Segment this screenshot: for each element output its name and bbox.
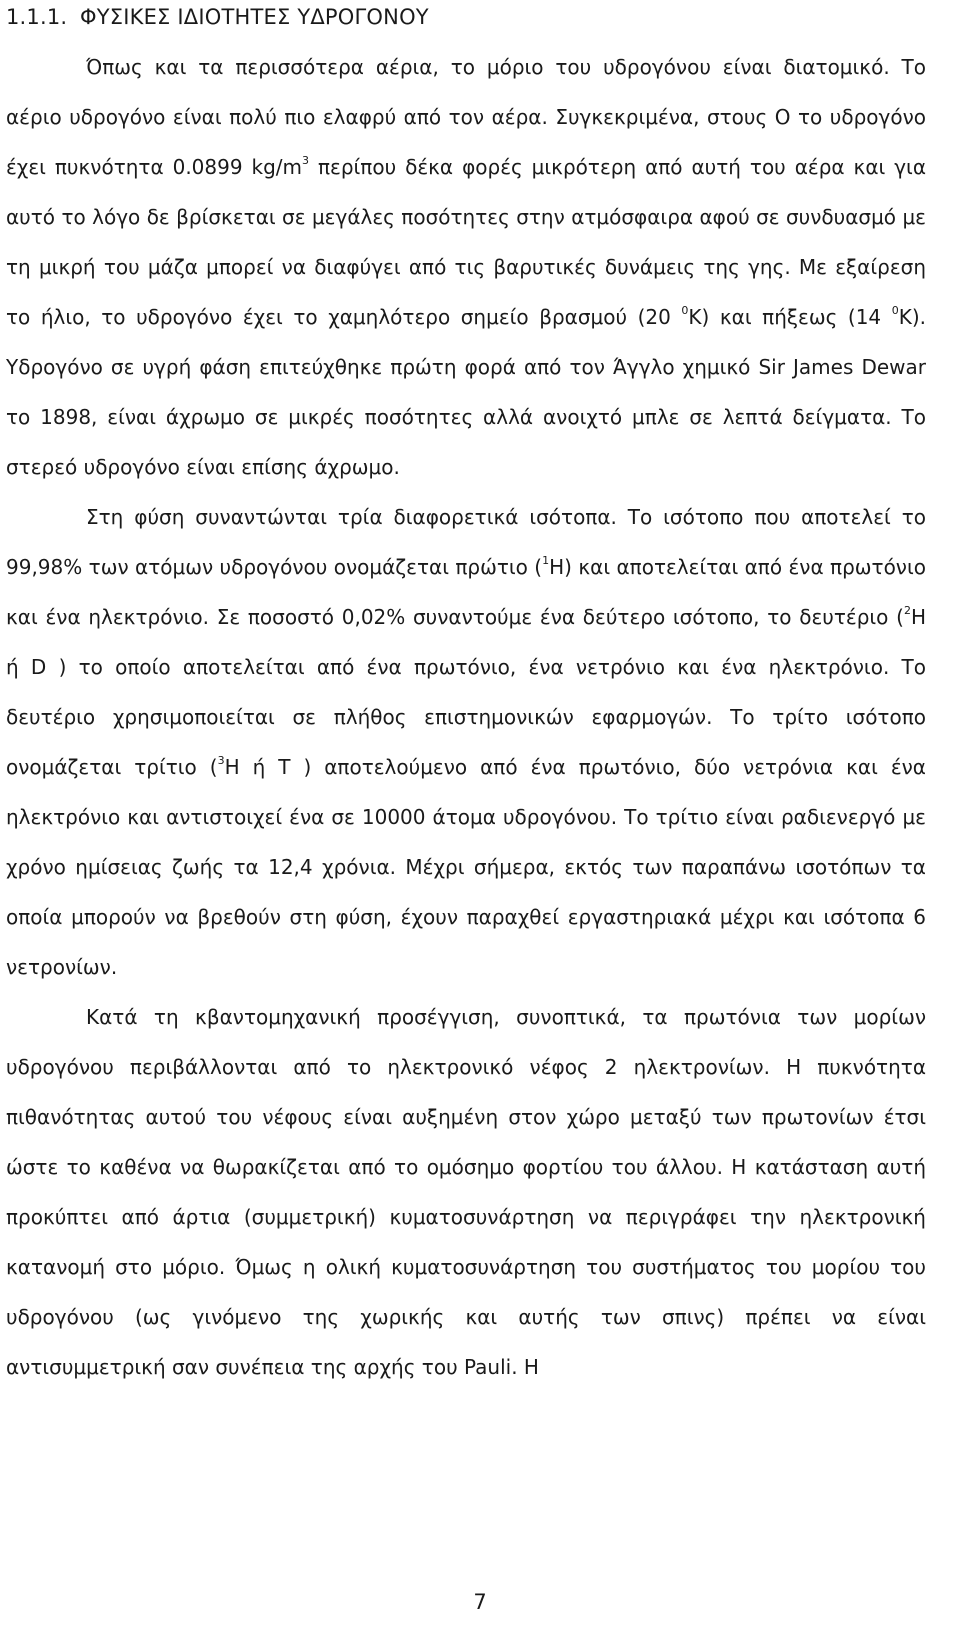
section-heading	[6, 0, 926, 36]
paragraph-text: Η) και αποτελείται από ένα πρωτόνιο και ένα ηλεκτρόνιο. Σε ποσοστό 0,02% συναντούμε ένα δεύτερο ισότοπο, το δευτέριο (	[6, 555, 926, 629]
paragraph-physical-properties	[6, 42, 926, 492]
superscript: 2	[903, 604, 911, 617]
paragraph-text: Η ή Τ ) αποτελούμενο από ένα πρωτόνιο, δύο νετρόνια και ένα ηλεκτρόνιο και αντιστοιχεί ένα σε 10000 άτομα υδρογόνου. Το τρίτιο είναι ραδιενεργό με χρόνο ημίσειας ζωής τα 12,4 χρόνια. Μέχρι σήμερα, εκτός των παραπάνω ισοτόπων τα οποία μπορούν να βρεθούν στη φύση, έχουν παραχθεί εργαστηριακά μέχρι και ισότοπα 6 νετρονίων.	[6, 755, 926, 979]
superscript: 3	[217, 754, 225, 767]
paragraph-text: Κ). Υδρογόνο σε υγρή φάση επιτεύχθηκε πρώτη φορά από τον Άγγλο χημικό Sir James Dewar το 1898, είναι άχρωμο σε μικρές ποσότητες αλλά ανοιχτό μπλε σε λεπτά δείγματα. Το στερεό υδρογόνο είναι επίσης άχρωμο.	[6, 305, 926, 479]
superscript: 1	[542, 554, 550, 567]
paragraph-quantum-approach	[6, 992, 926, 1392]
superscript: 0	[681, 304, 689, 317]
paragraph-text: Κατά τη κβαντομηχανική προσέγγιση, συνοπτικά, τα πρωτόνια των μορίων υδρογόνου περιβάλλονται από το ηλεκτρονικό νέφος 2 ηλεκτρονίων. Η πυκνότητα πιθανότητας αυτού του νέφους είναι αυξημένη στον χώρο μεταξύ των πρωτονίων έτσι ώστε το καθένα να θωρακίζεται από το ομόσημο φορτίου του άλλου. Η κατάσταση αυτή προκύπτει από άρτια (συμμετρική) κυματοσυνάρτηση να περιγράφει την ηλεκτρονική κατανομή στο μόριο. Όμως η ολική κυματοσυνάρτηση του συστήματος του μορίου του υδρογόνου (ως γινόμενο της χωρικής και αυτής των σπινς) πρέπει να είναι αντισυμμετρική σαν συνέπεια της αρχής του Pauli. Η	[6, 1005, 926, 1379]
superscript: 0	[891, 304, 899, 317]
section-number: 1.1.1.	[6, 5, 68, 29]
paragraph-isotopes	[6, 492, 926, 992]
paragraph-text: Η ή D ) το οποίο αποτελείται από ένα πρωτόνιο, ένα νετρόνιο και ένα ηλεκτρόνιο. Το δευτέριο χρησιμοποιείται σε πλήθος επιστημονικών εφαρμογών. Το τρίτο ισότοπο ονομάζεται τρίτιο (	[6, 605, 926, 779]
superscript: 3	[302, 154, 310, 167]
paragraph-text: περίπου δέκα φορές μικρότερη από αυτή του αέρα και για αυτό το λόγο δε βρίσκεται σε μεγάλες ποσότητες στην ατμόσφαιρα αφού σε συνδυασμό με τη μικρή του μάζα μπορεί να διαφύγει από τις βαρυτικές δυνάμεις της γης. Με εξαίρεση το ήλιο, το υδρογόνο έχει το χαμηλότερο σημείο βρασμού (20	[6, 155, 927, 329]
page-number: 7	[473, 1590, 487, 1614]
document-page	[6, 0, 926, 1392]
paragraph-text: Όπως και τα περισσότερα αέρια, το μόριο του υδρογόνου είναι διατομικό. Το αέριο υδρογόνο είναι πολύ πιο ελαφρύ από τον αέρα. Συγκεκριμένα, στους Ο το υδρογόνο έχει πυκνότητα 0.0899 kg/m	[6, 55, 926, 179]
paragraph-text: Στη φύση συναντώνται τρία διαφορετικά ισότοπα. Το ισότοπο που αποτελεί το 99,98% των ατόμων υδρογόνου ονομάζεται πρώτιο (	[6, 505, 926, 579]
section-title: ΦΥΣΙΚΕΣ ΙΔΙΟΤΗΤΕΣ ΥΔΡΟΓΟΝΟΥ	[80, 5, 429, 29]
paragraph-text: Κ) και πήξεως (14	[688, 305, 892, 329]
